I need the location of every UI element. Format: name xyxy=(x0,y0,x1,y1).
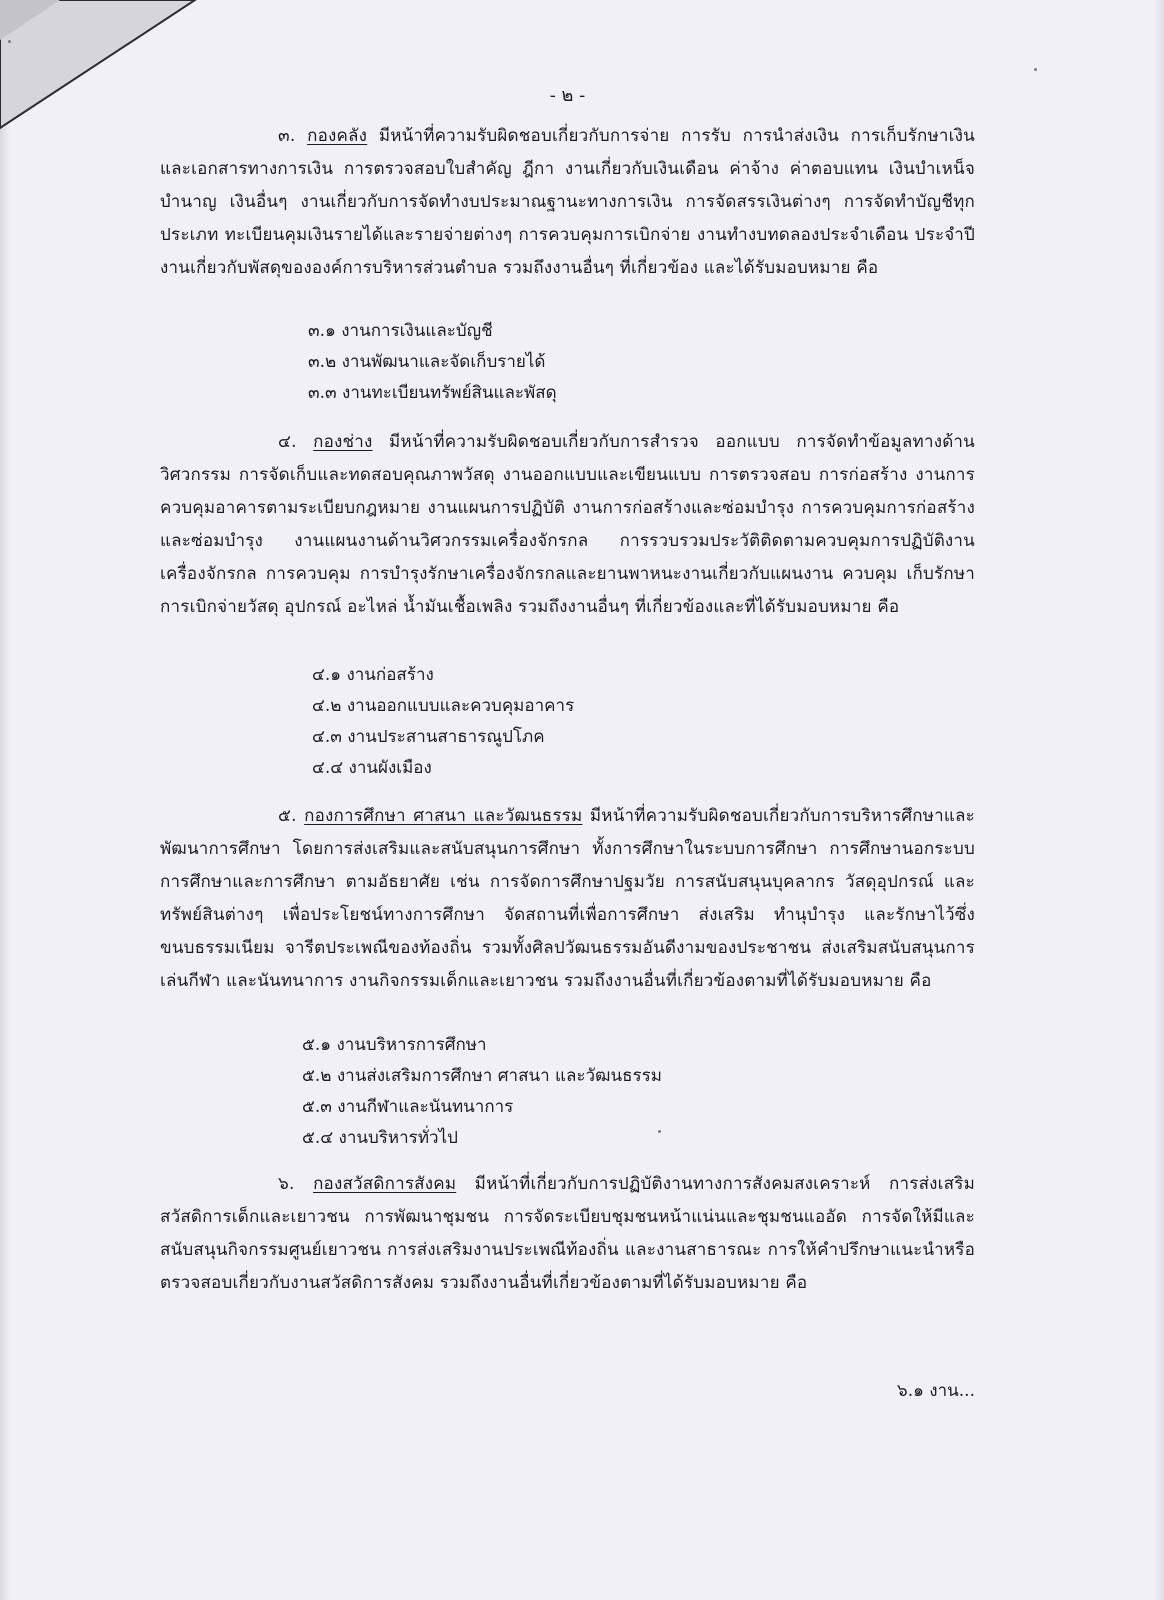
section-5-body: มีหน้าที่ความรับผิดชอบเกี่ยวกับการบริหารศึกษาและพัฒนาการศึกษา โดยการส่งเสริมและสนับสนุนการศึกษา ทั้งการศึกษาในระบบการศึกษา การศึกษานอกระบบการศึกษาและการศึกษา ตามอัธยาศัย เช่น การจัดการศึกษาปฐมวัย การสนับสนุนบุคลากร วัสดุอุปกรณ์ และทรัพย์สินต่างๆ เพื่อประโยชน์ทางการศึกษา จัดสถานที่เพื่อการศึกษา ส่งเสริม ทำนุบำรุง และรักษาไว้ซึ่งขนบธรรมเนียม จารีตประเพณีของท้องถิ่น รวมทั้งศิลปวัฒนธรรมอันดีงามของประชาชน ส่งเสริมสนับสนุนการเล่นกีฬา และนันทนาการ งานกิจกรรมเด็กและเยาวชน รวมถึงงานอื่นที่เกี่ยวข้องตามที่ได้รับมอบหมาย คือ xyxy=(160,806,976,991)
section-3-heading: กองคลัง xyxy=(307,126,368,146)
page-number: - ๒ - xyxy=(549,85,586,106)
section-6-number: ๖. xyxy=(278,1174,295,1194)
list-item: ๔.๒ งานออกแบบและควบคุมอาคาร xyxy=(312,696,575,716)
section-5-items xyxy=(302,1030,662,1154)
section-4-body: มีหน้าที่ความรับผิดชอบเกี่ยวกับการสำรวจ ออกแบบ การจัดทำข้อมูลทางด้านวิศวกรรม การจัดเก็บและทดสอบคุณภาพวัสดุ งานออกแบบและเขียนแบบ การตรวจสอบ การก่อสร้าง งานการควบคุมอาคารตามระเบียบกฎหมาย งานแผนการปฏิบัติ งานการก่อสร้างและซ่อมบำรุง การควบคุมการก่อสร้างและซ่อมบำรุง งานแผนงานด้านวิศวกรรมเครื่องจักรกล การรวบรวมประวัติติดตามควบคุมการปฏิบัติงาน เครื่องจักรกล การควบคุม การบำรุงรักษาเครื่องจักรกลและยานพาหนะงานเกี่ยวกับแผนงาน ควบคุม เก็บรักษา การเบิกจ่ายวัสดุ อุปกรณ์ อะไหล่ น้ำมันเชื้อเพลิง รวมถึงงานอื่นๆ ที่เกี่ยวข้องและที่ได้รับมอบหมาย คือ xyxy=(160,432,976,617)
list-item: ๕.๔ งานบริหารทั่วไป xyxy=(302,1128,458,1148)
list-item: ๔.๓ งานประสานสาธารณูปโภค xyxy=(312,727,545,747)
section-6-heading: กองสวัสดิการสังคม xyxy=(313,1174,457,1194)
document-page xyxy=(160,0,975,1600)
section-5-paragraph xyxy=(160,800,975,998)
section-3-items xyxy=(308,316,557,409)
section-4-paragraph xyxy=(160,426,975,624)
section-3-number: ๓. xyxy=(278,126,296,146)
scan-speck xyxy=(1034,68,1037,71)
section-3-body: มีหน้าที่ความรับผิดชอบเกี่ยวกับการจ่าย การรับ การนำส่งเงิน การเก็บรักษาเงิน และเอกสารทางการเงิน การตรวจสอบใบสำคัญ ฎีกา งานเกี่ยวกับเงินเดือน ค่าจ้าง ค่าตอบแทน เงินบำเหน็จ บำนาญ เงินอื่นๆ งานเกี่ยวกับการจัดทำงบประมาณฐานะทางการเงิน การจัดสรรเงินต่างๆ การจัดทำบัญชีทุกประเภท ทะเบียนคุมเงินรายได้และรายจ่ายต่างๆ การควบคุมการเบิกจ่าย งานทำงบทดลองประจำเดือน ประจำปี งานเกี่ยวกับพัสดุขององค์การบริหารส่วนตำบล รวมถึงงานอื่นๆ ที่เกี่ยวข้อง และได้รับมอบหมาย คือ xyxy=(160,126,975,278)
list-item: ๕.๓ งานกีฬาและนันทนาการ xyxy=(302,1097,514,1117)
section-6-body: มีหน้าที่เกี่ยวกับการปฏิบัติงานทางการสังคมสงเคราะห์ การส่งเสริมสวัสดิการเด็กและเยาวชน การพัฒนาชุมชน การจัดระเบียบชุมชนหน้าแน่นและชุมชนแออัด การจัดให้มีและสนับสนุนกิจกรรมศูนย์เยาวชน การส่งเสริมงานประเพณีท้องถิ่น และงานสาธารณะ การให้คำปรึกษาแนะนำหรือตรวจสอบเกี่ยวกับงานสวัสดิการสังคม รวมถึงงานอื่นที่เกี่ยวข้องตามที่ได้รับมอบหมาย คือ xyxy=(160,1174,975,1293)
list-item: ๕.๒ งานส่งเสริมการศึกษา ศาสนา และวัฒนธรรม xyxy=(302,1066,662,1086)
section-5-number: ๕. xyxy=(278,806,297,826)
list-item: ๓.๓ งานทะเบียนทรัพย์สินและพัสดุ xyxy=(308,383,557,403)
list-item: ๔.๔ งานผังเมือง xyxy=(312,758,432,778)
section-3-paragraph xyxy=(160,120,975,285)
scan-speck xyxy=(8,40,11,43)
section-4-number: ๔. xyxy=(278,432,297,452)
section-5-heading: กองการศึกษา ศาสนา และวัฒนธรรม xyxy=(304,806,583,826)
section-6-paragraph xyxy=(160,1168,975,1300)
list-item: ๓.๑ งานการเงินและบัญชี xyxy=(308,321,493,341)
list-item: ๓.๒ งานพัฒนาและจัดเก็บรายได้ xyxy=(308,352,546,372)
section-4-items xyxy=(312,660,574,784)
list-item: ๔.๑ งานก่อสร้าง xyxy=(312,665,434,685)
section-4-heading: กองช่าง xyxy=(313,432,373,452)
list-item: ๕.๑ งานบริหารการศึกษา xyxy=(302,1035,487,1055)
catchword: ๖.๑ งาน... xyxy=(896,1381,975,1401)
